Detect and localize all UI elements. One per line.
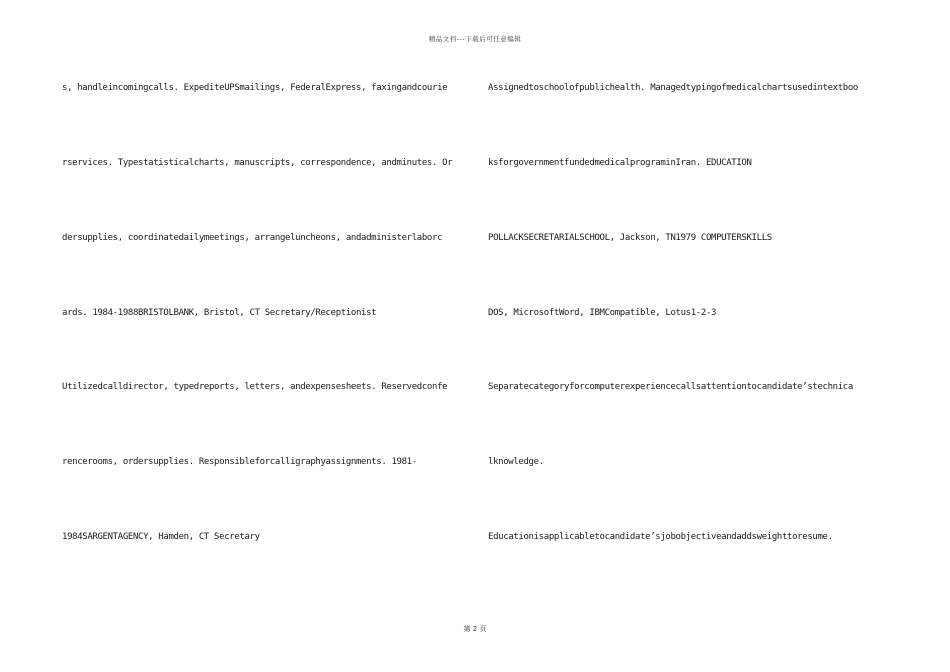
left-line-4: ards. 1984-1988BRISTOLBANK, Bristol, CT Secretary/Receptionist	[62, 308, 377, 318]
left-line-5: Utilizedcalldirector, typedreports, letters, andexpensesheets. Reservedconfe	[62, 382, 448, 392]
page-number: 第 2 页	[463, 625, 487, 633]
right-line-3: POLLACKSECRETARIALSCHOOL, Jackson, TN1979 COMPUTERSKILLS	[488, 233, 772, 243]
left-line-2: rservices. Typestatisticalcharts, manuscripts, correspondence, andminutes. Or	[62, 158, 453, 168]
right-line-1: Assignedtoschoolofpublichealth. Managedtypingofmedicalchartsusedintextboo	[488, 83, 858, 93]
right-line-2: ksforgovernmentfundedmedicalprograminIran. EDUCATION	[488, 158, 752, 168]
right-line-5: Separatecategoryforcomputerexperiencecallsattentiontocandidate’stechnica	[488, 382, 853, 392]
right-line-6: lknowledge.	[488, 457, 544, 467]
right-line-7: Educationisapplicabletocandidate’sjobobjectiveandaddsweighttoresume.	[488, 532, 833, 542]
left-line-6: rencerooms, ordersupplies. Responsibleforcalligraphyassignments. 1981-	[62, 457, 417, 467]
page-header: 精品文档---下载后可任意编辑	[428, 35, 522, 43]
left-line-7: 1984SARGENTAGENCY, Hamden, CT Secretary	[62, 532, 260, 542]
right-line-4: DOS, MicrosoftWord, IBMCompatible, Lotus1-2-3	[488, 308, 717, 318]
left-line-3: dersupplies, coordinatedailymeetings, arrangeluncheons, andadministerlaborc	[62, 233, 443, 243]
left-line-1: s, handleincomingcalls. ExpediteUPSmailings, FederalExpress, faxingandcourie	[62, 83, 448, 93]
